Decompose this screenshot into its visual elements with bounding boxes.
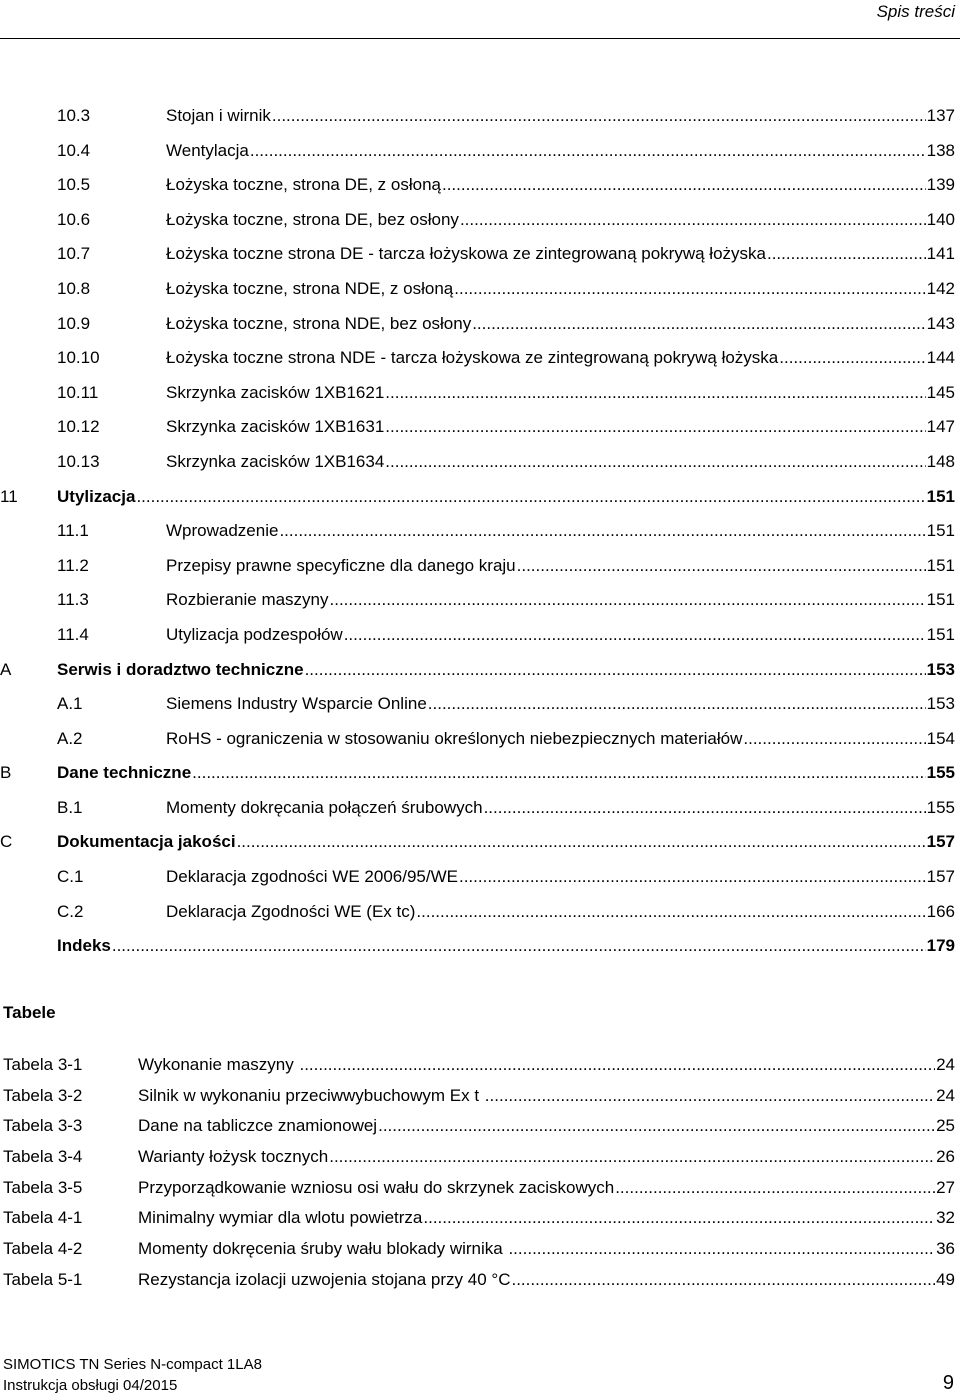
toc-entry-line: [57, 825, 955, 860]
toc-entry-title: Siemens Industry Wsparcie Online: [166, 694, 427, 714]
toc-entry-title: Wprowadzenie: [166, 521, 279, 541]
toc-entry[interactable]: [0, 341, 960, 376]
toc-entry-page: 154: [926, 728, 955, 748]
toc-entry-number: 10.3: [57, 106, 91, 125]
dot-leader: [454, 272, 925, 307]
toc-entry-page: 139: [926, 175, 955, 195]
toc-entry-page: 151: [926, 486, 955, 506]
toc-entry-line: [166, 237, 955, 272]
toc-entry[interactable]: [0, 791, 960, 826]
dot-leader: [385, 445, 925, 480]
dot-leader: [485, 1081, 935, 1112]
toc-entry-page: 148: [926, 451, 955, 471]
dot-leader: [330, 583, 926, 618]
toc-entry-line: [166, 307, 955, 342]
dot-leader: [136, 480, 925, 515]
toc-entry-title: Stojan i wirnik: [166, 106, 271, 125]
toc-entry-title: RoHS - ograniczenia w stosowaniu określonych niebezpiecznych materiałów: [166, 728, 743, 748]
toc-entry-line: [57, 653, 955, 688]
dot-leader: [442, 168, 926, 203]
toc-entry-title: Indeks: [57, 936, 111, 956]
toc-entry-page: 153: [926, 659, 955, 679]
dot-leader: [385, 410, 925, 445]
table-title: Minimalny wymiar dla wlotu powietrza: [138, 1208, 423, 1228]
toc-entry[interactable]: [0, 687, 960, 722]
dot-leader: [192, 756, 925, 791]
table-entry-line: [138, 1234, 955, 1265]
toc-entry[interactable]: [0, 134, 960, 169]
toc-entry[interactable]: [0, 168, 960, 203]
toc-entry-page: 143: [926, 313, 955, 333]
toc-entry-page: 153: [926, 694, 955, 714]
toc-entry-page: 179: [926, 936, 955, 956]
table-title: Przyporządkowanie wzniosu osi wału do skrzynek zaciskowych: [138, 1177, 615, 1197]
table-entry-line: [138, 1173, 955, 1204]
table-number: Tabela 3-1: [3, 1055, 83, 1074]
dot-leader: [779, 341, 925, 376]
toc-entry-number: 10.13: [57, 451, 100, 471]
toc-entry-title: Łożyska toczne, strona DE, z osłoną: [166, 175, 441, 195]
dot-leader: [299, 1050, 935, 1081]
toc-entry-page: 157: [926, 832, 955, 852]
toc-entry-line: [57, 929, 955, 964]
toc-entry[interactable]: [0, 237, 960, 272]
toc-entry[interactable]: [0, 825, 960, 860]
toc-entry[interactable]: [0, 410, 960, 445]
toc-entry-line: [166, 583, 955, 618]
toc-entry[interactable]: [0, 272, 960, 307]
dot-leader: [484, 791, 926, 826]
table-list-entry[interactable]: [0, 1234, 960, 1265]
table-list-entry[interactable]: [0, 1173, 960, 1204]
toc-entry-title: Przepisy prawne specyficzne dla danego kraju: [166, 555, 516, 575]
toc-entry-page: 155: [926, 797, 955, 817]
toc-entry-number: 10.6: [57, 209, 91, 229]
toc-entry-line: [166, 410, 955, 445]
toc-entry[interactable]: [0, 307, 960, 342]
table-list-entry[interactable]: [0, 1265, 960, 1296]
toc-entry-number: 11.3: [57, 590, 89, 610]
table-entry-line: [138, 1203, 955, 1234]
table-title: Dane na tabliczce znamionowej: [138, 1116, 378, 1136]
toc-entry-page: 151: [926, 590, 955, 610]
toc-entry-number: B.1: [57, 797, 83, 817]
toc-entry-number: 10.7: [57, 244, 91, 264]
toc-entry-title: Skrzynka zacisków 1XB1621: [166, 382, 385, 402]
toc-entry-line: [166, 272, 955, 307]
toc-entry[interactable]: [0, 203, 960, 238]
dot-leader: [237, 825, 926, 860]
dot-leader: [767, 237, 926, 272]
toc-entry-number: A.2: [57, 728, 83, 748]
table-page: 24: [936, 1055, 955, 1074]
toc-entry-number: 10.12: [57, 417, 100, 437]
table-entry-line: [138, 1050, 955, 1081]
footer-manual: Instrukcja obsługi 04/2015: [3, 1377, 178, 1394]
dot-leader: [416, 895, 925, 930]
toc-entry-line: [166, 791, 955, 826]
toc-entry[interactable]: [0, 618, 960, 653]
toc-entry-number: B: [0, 763, 12, 783]
toc-entry-title: Deklaracja zgodności WE 2006/95/WE: [166, 867, 458, 887]
toc-entry-page: 141: [926, 244, 955, 264]
toc-entry-number: C: [0, 832, 13, 852]
toc-entry[interactable]: [0, 756, 960, 791]
dot-leader: [279, 514, 925, 549]
table-entry-line: [138, 1111, 955, 1142]
dot-leader: [112, 929, 926, 964]
toc-entry-title: Dokumentacja jakości: [57, 832, 236, 852]
toc-entry-page: 157: [926, 867, 955, 887]
toc-entry-number: C.1: [57, 867, 84, 887]
toc-entry-page: 151: [926, 555, 955, 575]
table-number: Tabela 3-2: [3, 1085, 83, 1105]
toc-entry-page: 140: [926, 209, 955, 229]
toc-entry-line: [57, 756, 955, 791]
dot-leader: [250, 134, 926, 169]
dot-leader: [459, 860, 926, 895]
table-title: Momenty dokręcenia śruby wału blokady wirnika: [138, 1239, 508, 1259]
toc-entry-line: [166, 514, 955, 549]
page-number: 9: [942, 1372, 954, 1394]
toc-entry-title: Deklaracja Zgodności WE (Ex tc): [166, 901, 416, 921]
dot-leader: [428, 687, 926, 722]
toc-entry-page: 155: [926, 763, 955, 783]
toc-entry-title: Momenty dokręcania połączeń śrubowych: [166, 797, 483, 817]
table-page: 49: [936, 1269, 955, 1289]
dot-leader: [517, 549, 926, 584]
table-page: 24: [936, 1085, 955, 1105]
table-list-entry[interactable]: [0, 1081, 960, 1112]
dot-leader: [329, 1142, 935, 1173]
table-number: Tabela 4-1: [3, 1208, 83, 1228]
toc-entry-title: Dane techniczne: [57, 763, 192, 783]
table-title: Rezystancja izolacji uzwojenia stojana przy 40 °C: [138, 1269, 511, 1289]
toc-entry[interactable]: [0, 480, 960, 515]
toc-entry-title: Łożyska toczne strona NDE - tarcza łożyskowa ze zintegrowaną pokrywą łożyska: [166, 348, 779, 368]
toc-entry-line: [166, 203, 955, 238]
toc-entry-page: 142: [926, 278, 955, 298]
toc-entry-line: [57, 480, 955, 515]
toc-entry-number: 11.4: [57, 624, 89, 644]
toc-entry-line: [166, 445, 955, 480]
table-page: 36: [936, 1239, 955, 1259]
table-number: Tabela 3-3: [3, 1116, 83, 1136]
dot-leader: [511, 1265, 935, 1296]
toc-entry-line: [166, 722, 955, 757]
table-title: Warianty łożysk tocznych: [138, 1147, 329, 1167]
toc-entry-page: 145: [926, 382, 955, 402]
toc-entry-line: [166, 168, 955, 203]
table-number: Tabela 3-5: [3, 1177, 83, 1197]
toc-entry-title: Łożyska toczne, strona DE, bez osłony: [166, 209, 459, 229]
toc-entry[interactable]: [0, 929, 960, 964]
toc-entry[interactable]: [0, 549, 960, 584]
table-page: 27: [936, 1177, 955, 1197]
dot-leader: [272, 99, 926, 134]
toc-entry[interactable]: [0, 860, 960, 895]
toc-entry-number: 11: [0, 486, 18, 506]
dot-leader: [615, 1173, 935, 1204]
toc-entry-line: [166, 860, 955, 895]
toc-entry-title: Utylizacja: [57, 486, 136, 506]
table-title: Silnik w wykonaniu przeciwwybuchowym Ex t: [138, 1085, 484, 1105]
toc-entry-number: 11.2: [57, 555, 89, 575]
toc-entry[interactable]: [0, 722, 960, 757]
dot-leader: [423, 1203, 935, 1234]
toc-entry-page: 138: [926, 140, 955, 160]
toc-entry-title: Utylizacja podzespołów: [166, 624, 343, 644]
toc-entry-page: 151: [926, 521, 955, 541]
header-divider: [0, 38, 960, 39]
toc-entry[interactable]: [0, 583, 960, 618]
dot-leader: [344, 618, 926, 653]
tables-heading: Tabele: [3, 1003, 56, 1022]
toc-entry-title: Rozbieranie maszyny: [166, 590, 329, 610]
table-of-contents: [0, 99, 960, 964]
toc-entry[interactable]: [0, 99, 960, 134]
toc-entry-number: A.1: [57, 694, 83, 714]
toc-entry-number: 10.11: [57, 382, 99, 402]
toc-entry[interactable]: [0, 653, 960, 688]
dot-leader: [385, 376, 925, 411]
toc-entry-number: 10.5: [57, 175, 91, 195]
table-number: Tabela 5-1: [3, 1269, 83, 1289]
toc-entry-title: Serwis i doradztwo techniczne: [57, 659, 304, 679]
toc-entry-title: Łożyska toczne, strona NDE, bez osłony: [166, 313, 472, 333]
dot-leader: [743, 722, 925, 757]
toc-entry[interactable]: [0, 376, 960, 411]
toc-entry-title: Łożyska toczne strona DE - tarcza łożyskowa ze zintegrowaną pokrywą łożyska: [166, 244, 766, 264]
table-entry-line: [138, 1081, 955, 1112]
toc-entry-page: 144: [926, 348, 955, 368]
toc-entry-number: 11.1: [57, 521, 89, 541]
toc-entry-line: [166, 895, 955, 930]
table-number: Tabela 4-2: [3, 1239, 83, 1259]
table-entry-line: [138, 1142, 955, 1173]
toc-entry-line: [166, 376, 955, 411]
toc-entry-line: [166, 687, 955, 722]
table-list-entry[interactable]: [0, 1111, 960, 1142]
toc-entry[interactable]: [0, 445, 960, 480]
toc-entry-line: [166, 341, 955, 376]
table-list-entry[interactable]: [0, 1050, 960, 1081]
toc-entry-number: C.2: [57, 901, 84, 921]
table-page: 25: [936, 1116, 955, 1136]
toc-entry-line: [166, 549, 955, 584]
toc-entry-line: [166, 99, 955, 134]
toc-entry-title: Łożyska toczne, strona NDE, z osłoną: [166, 278, 454, 298]
table-list-entry[interactable]: [0, 1203, 960, 1234]
toc-entry-page: 151: [926, 624, 955, 644]
dot-leader: [472, 307, 925, 342]
toc-entry-title: Skrzynka zacisków 1XB1634: [166, 451, 385, 471]
toc-entry[interactable]: [0, 895, 960, 930]
dot-leader: [305, 653, 926, 688]
table-list-entry[interactable]: [0, 1142, 960, 1173]
footer-product: SIMOTICS TN Series N-compact 1LA8: [3, 1356, 262, 1373]
running-header: Spis treści: [876, 2, 955, 21]
toc-entry-title: Wentylacja: [166, 140, 249, 160]
toc-entry-page: 137: [926, 106, 955, 125]
table-title: Wykonanie maszyny: [138, 1055, 299, 1074]
toc-entry-title: Skrzynka zacisków 1XB1631: [166, 417, 385, 437]
toc-entry-page: 166: [926, 901, 955, 921]
toc-entry[interactable]: [0, 514, 960, 549]
toc-entry-number: 10.10: [57, 348, 100, 368]
list-of-tables: [0, 1050, 960, 1296]
toc-entry-page: 147: [926, 417, 955, 437]
toc-entry-number: 10.8: [57, 278, 91, 298]
dot-leader: [460, 203, 926, 238]
table-page: 26: [936, 1147, 955, 1167]
table-page: 32: [936, 1208, 955, 1228]
toc-entry-line: [166, 618, 955, 653]
toc-entry-number: 10.9: [57, 313, 91, 333]
toc-entry-line: [166, 134, 955, 169]
table-number: Tabela 3-4: [3, 1147, 83, 1167]
toc-entry-number: 10.4: [57, 140, 91, 160]
dot-leader: [378, 1111, 935, 1142]
toc-entry-number: A: [0, 659, 12, 679]
table-entry-line: [138, 1265, 955, 1296]
dot-leader: [508, 1234, 935, 1265]
